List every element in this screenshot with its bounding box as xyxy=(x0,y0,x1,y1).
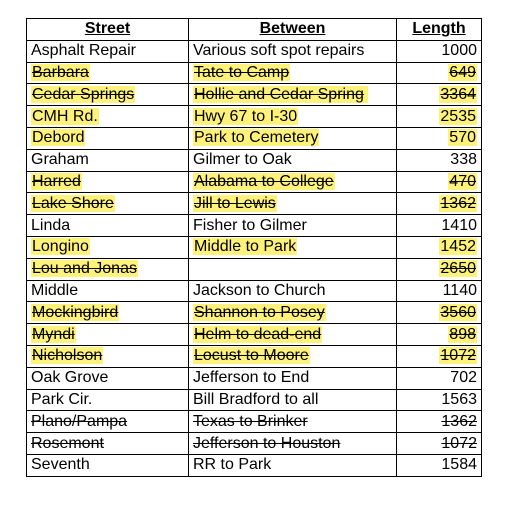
street-cell-text: Seventh xyxy=(31,456,90,474)
length-cell xyxy=(397,324,482,346)
length-cell xyxy=(397,258,482,280)
street-cell-text: Park Cir. xyxy=(31,390,93,408)
length-cell xyxy=(397,215,482,237)
street-cell-text: Plano/Pampa xyxy=(31,412,128,430)
between-cell-text: Shannon to Posey xyxy=(194,303,325,321)
between-cell-text: Tate to Camp xyxy=(194,63,290,81)
table-row xyxy=(27,258,482,280)
street-cell-text: Lou and Jonas xyxy=(32,260,137,278)
street-cell xyxy=(27,62,189,84)
table-row xyxy=(27,367,482,389)
table-row xyxy=(27,389,482,411)
street-cell xyxy=(27,258,189,280)
street-cell xyxy=(27,193,189,215)
length-cell-text: 2650 xyxy=(440,260,476,278)
length-cell xyxy=(397,411,482,433)
between-cell xyxy=(189,389,397,411)
between-cell-text: Locust to Moore xyxy=(194,347,309,365)
table-row xyxy=(27,62,482,84)
street-cell-text: Cedar Springs xyxy=(32,85,135,103)
street-cell-text: Linda xyxy=(31,216,71,234)
street-cell-text: Middle xyxy=(31,281,79,299)
length-cell-text: 1410 xyxy=(441,216,477,234)
street-cell xyxy=(27,127,189,149)
street-length-table xyxy=(26,18,482,477)
between-cell xyxy=(189,280,397,302)
street-cell xyxy=(27,411,189,433)
street-cell-text: Barbara xyxy=(32,63,89,81)
street-cell xyxy=(27,389,189,411)
length-cell xyxy=(397,171,482,193)
length-column-header xyxy=(397,19,482,41)
between-header-label: Between xyxy=(259,20,326,38)
between-cell-text: Various soft spot repairs xyxy=(193,42,365,60)
between-cell-text: Helm to dead-end xyxy=(194,325,322,343)
length-cell-text: 702 xyxy=(450,369,477,387)
street-cell xyxy=(27,367,189,389)
street-cell xyxy=(27,215,189,237)
between-cell-text: Fisher to Gilmer xyxy=(193,216,307,234)
street-cell-text: Mockingbird xyxy=(32,303,119,321)
length-cell-text: 338 xyxy=(450,151,477,169)
between-cell xyxy=(189,215,397,237)
table-row xyxy=(27,149,482,171)
table-row xyxy=(27,454,482,476)
between-column-header xyxy=(189,19,397,41)
street-cell xyxy=(27,84,189,106)
table-row xyxy=(27,171,482,193)
street-cell xyxy=(27,433,189,455)
length-cell-text: 1072 xyxy=(440,347,476,365)
between-cell xyxy=(189,411,397,433)
length-cell-text: 1452 xyxy=(440,238,476,256)
street-cell xyxy=(27,302,189,324)
between-cell-text: Jill to Lewis xyxy=(194,194,276,212)
length-cell xyxy=(397,149,482,171)
street-cell-text: Debord xyxy=(32,129,85,147)
street-cell xyxy=(27,149,189,171)
street-cell-text: Asphalt Repair xyxy=(31,42,136,60)
between-cell xyxy=(189,193,397,215)
table-row xyxy=(27,127,482,149)
length-cell xyxy=(397,62,482,84)
length-cell xyxy=(397,367,482,389)
street-cell xyxy=(27,40,189,62)
length-cell xyxy=(397,193,482,215)
length-cell xyxy=(397,302,482,324)
street-header-label: Street xyxy=(84,20,131,38)
length-cell xyxy=(397,236,482,258)
between-cell xyxy=(189,433,397,455)
street-cell xyxy=(27,236,189,258)
length-cell xyxy=(397,433,482,455)
between-cell-text: Hollie and Cedar Spring xyxy=(194,85,364,103)
between-cell-text: Middle to Park xyxy=(194,238,297,256)
table-row xyxy=(27,411,482,433)
street-cell-text: CMH Rd. xyxy=(32,107,98,125)
between-cell xyxy=(189,345,397,367)
table-row xyxy=(27,280,482,302)
length-cell-text: 1000 xyxy=(441,42,477,60)
table-row xyxy=(27,345,482,367)
street-cell-text: Graham xyxy=(31,151,89,169)
length-header-label: Length xyxy=(412,20,466,38)
between-cell xyxy=(189,149,397,171)
length-cell xyxy=(397,106,482,128)
length-cell-text: 1072 xyxy=(441,434,477,452)
table-row xyxy=(27,106,482,128)
between-cell xyxy=(189,84,397,106)
length-cell-text: 570 xyxy=(449,129,476,147)
length-cell-text: 2535 xyxy=(440,107,476,125)
between-cell xyxy=(189,236,397,258)
table-body xyxy=(27,40,482,476)
length-cell-text: 1563 xyxy=(441,390,477,408)
table-row xyxy=(27,302,482,324)
length-cell-text: 649 xyxy=(449,63,476,81)
between-cell-text: Jefferson to Houston xyxy=(193,434,341,452)
length-cell-text: 1140 xyxy=(442,281,477,299)
between-cell-text: Hwy 67 to I-30 xyxy=(194,107,298,125)
length-cell-text: 898 xyxy=(449,325,476,343)
street-cell xyxy=(27,324,189,346)
street-cell-text: Oak Grove xyxy=(31,369,109,387)
between-cell xyxy=(189,324,397,346)
table-row xyxy=(27,324,482,346)
between-cell-text: Jackson to Church xyxy=(193,281,326,299)
between-cell xyxy=(189,171,397,193)
street-cell-text: Nicholson xyxy=(32,347,103,365)
street-cell xyxy=(27,280,189,302)
street-cell-text: Rosemont xyxy=(31,434,104,452)
between-cell xyxy=(189,454,397,476)
between-cell-text: Alabama to College xyxy=(194,172,334,190)
table-row xyxy=(27,433,482,455)
length-cell xyxy=(397,389,482,411)
table-row xyxy=(27,236,482,258)
between-cell xyxy=(189,258,397,280)
length-cell xyxy=(397,40,482,62)
street-cell xyxy=(27,171,189,193)
between-cell xyxy=(189,367,397,389)
length-cell-text: 470 xyxy=(449,172,476,190)
table-row xyxy=(27,40,482,62)
table-row xyxy=(27,84,482,106)
street-cell-text: Lake Shore xyxy=(32,194,114,212)
length-cell-text: 1362 xyxy=(440,194,476,212)
between-cell xyxy=(189,106,397,128)
length-cell-text: 3560 xyxy=(440,303,476,321)
street-cell-text: Longino xyxy=(32,238,89,256)
between-cell xyxy=(189,127,397,149)
length-cell-text: 3364 xyxy=(440,85,476,103)
street-column-header xyxy=(27,19,189,41)
length-cell-text: 1362 xyxy=(441,412,477,430)
between-cell-text: Gilmer to Oak xyxy=(193,151,292,169)
street-cell xyxy=(27,345,189,367)
between-cell-text: Bill Bradford to all xyxy=(193,390,319,408)
between-cell xyxy=(189,40,397,62)
between-cell xyxy=(189,62,397,84)
between-cell-text: Texas to Brinker xyxy=(193,412,308,430)
between-cell xyxy=(189,302,397,324)
table-row xyxy=(27,215,482,237)
length-cell xyxy=(397,280,482,302)
length-cell xyxy=(397,84,482,106)
length-cell xyxy=(397,127,482,149)
table-row xyxy=(27,193,482,215)
street-cell xyxy=(27,106,189,128)
length-cell xyxy=(397,345,482,367)
street-cell xyxy=(27,454,189,476)
between-cell-text: RR to Park xyxy=(193,456,272,474)
street-cell-text: Harred xyxy=(32,172,81,190)
length-cell-text: 1584 xyxy=(441,456,477,474)
length-cell xyxy=(397,454,482,476)
street-cell-text: Myndi xyxy=(32,325,75,343)
between-cell-text: Jefferson to End xyxy=(193,369,310,387)
header-row xyxy=(27,19,482,41)
between-cell-text: Park to Cemetery xyxy=(194,129,319,147)
